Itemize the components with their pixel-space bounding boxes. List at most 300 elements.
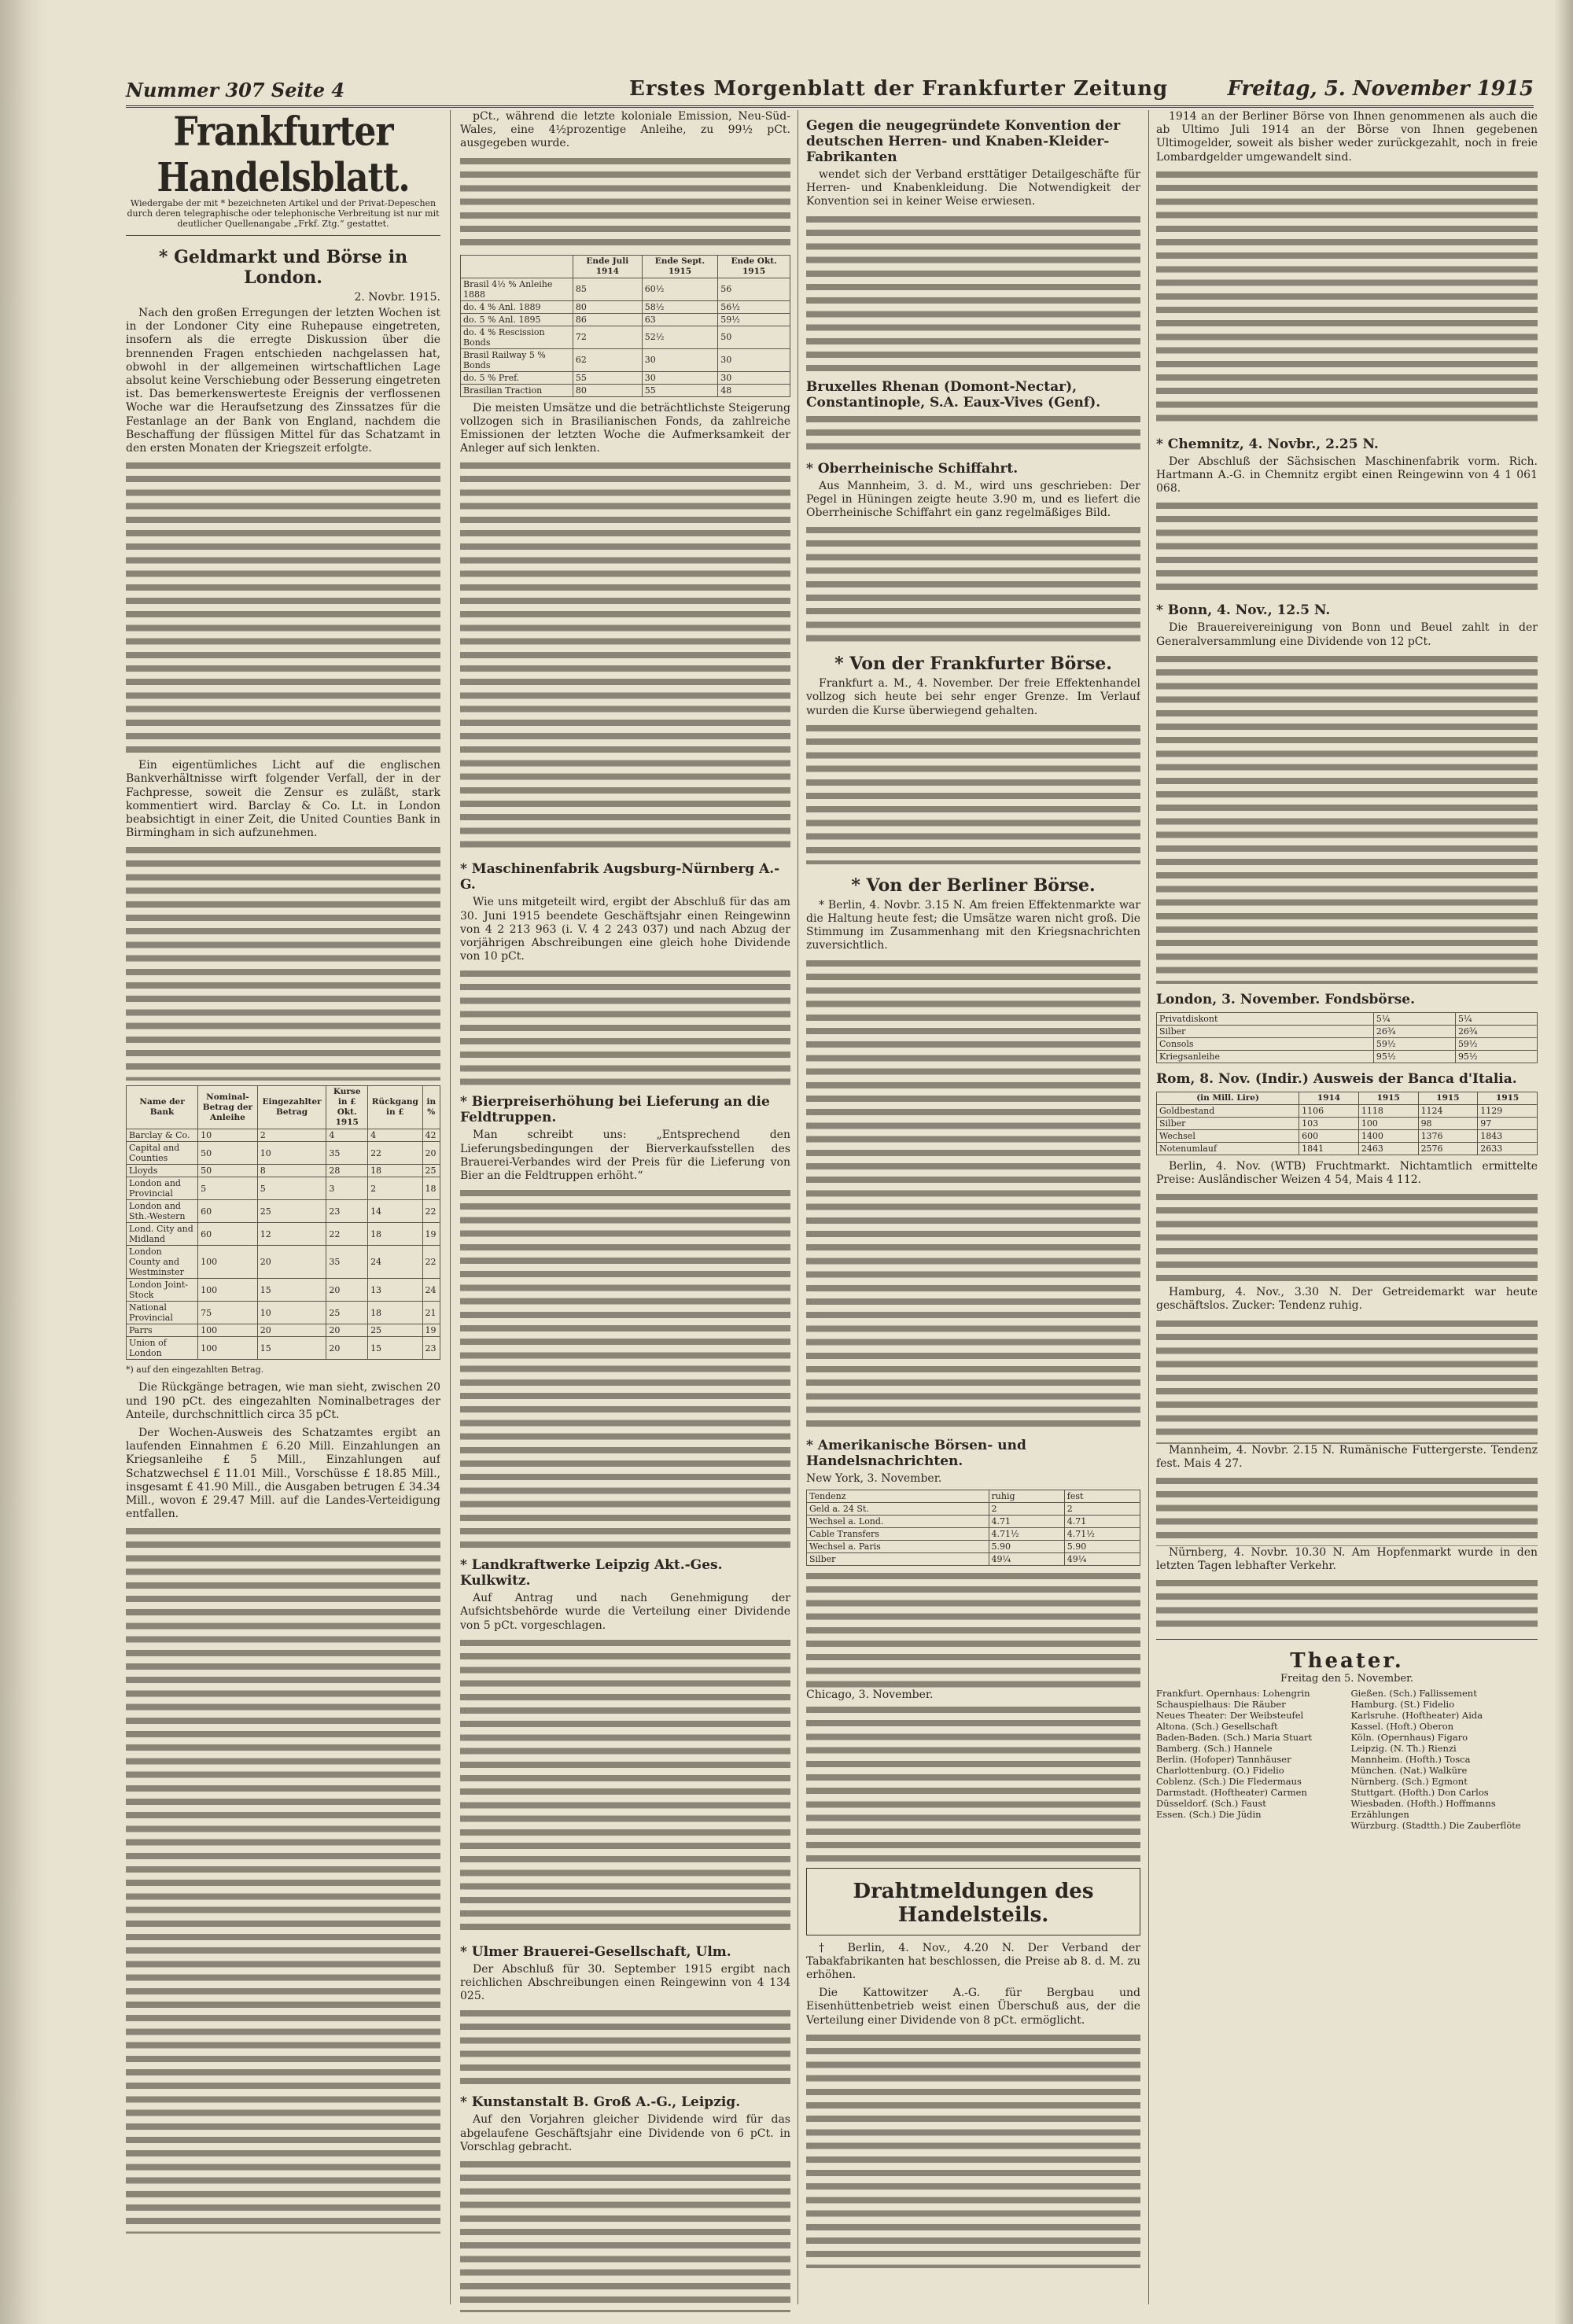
table-row	[807, 1515, 1140, 1527]
table-cell: 5.90	[989, 1540, 1064, 1552]
table-cell: 2633	[1478, 1142, 1538, 1155]
table-cell: 97	[1478, 1117, 1538, 1129]
table-cell: Notenumlauf	[1157, 1142, 1299, 1155]
table-row	[127, 1200, 440, 1223]
column-header: Name der Bank	[127, 1086, 198, 1129]
table-cell: 100	[198, 1324, 258, 1337]
section-heading: * Von der Frankfurter Börse.	[834, 654, 1112, 675]
table-cell: 4	[326, 1129, 368, 1142]
table-cell: 75	[198, 1302, 258, 1324]
american-table	[806, 1490, 1140, 1566]
table-row	[127, 1223, 440, 1246]
text-block	[806, 958, 1140, 1430]
table-cell: 98	[1418, 1117, 1478, 1129]
table-cell: 1106	[1299, 1104, 1359, 1117]
theater-entry: Gießen. (Sch.) Fallissement	[1350, 1688, 1477, 1700]
article-heading: * Landkraftwerke Leipzig Akt.-Ges. Kulkwitz.	[460, 1557, 723, 1589]
table-cell: do. 4 % Rescission Bonds	[461, 326, 573, 348]
theater-entry: München. (Nat.) Walküre	[1350, 1765, 1468, 1777]
table-cell: 30	[718, 348, 790, 371]
table-cell: 1841	[1299, 1142, 1359, 1155]
table-cell: Brasil Railway 5 % Bonds	[461, 348, 573, 371]
table-cell: 1843	[1478, 1129, 1538, 1142]
table-cell: 4.71½	[1064, 1527, 1140, 1540]
table-cell: 600	[1299, 1129, 1359, 1142]
table-cell: 4.71	[1064, 1515, 1140, 1527]
article-paragraph: Wie uns mitgeteilt wird, ergibt der Abschluß für das am 30. Juni 1915 beendete Geschäftsjahr einen Reingewinn von 4 2 213 963 (i. V. 4 2 243 037) und nach Abzug der vorjährigen Abschreibungen eine gleich hohe Dividende von 10 pCt.	[460, 896, 790, 963]
table-row	[127, 1337, 440, 1360]
article-paragraph: Nürnberg, 4. Novbr. 10.30 N. Am Hopfenmarkt wurde in den letzten Tagen lebhafter Verkehr.	[1156, 1546, 1538, 1573]
table-cell: 19	[422, 1223, 440, 1246]
table-cell: 20	[326, 1324, 368, 1337]
table-cell: 5¼	[1455, 1012, 1537, 1025]
column-3	[806, 110, 1140, 2312]
column-header: Nominal-Betrag der Anleihe	[198, 1086, 258, 1129]
article-paragraph: wendet sich der Verband ersttätiger Detailgeschäfte für Herren- und Knabenkleidung. Die Notwendigkeit der Konvention sei in keiner Weise erwiesen.	[806, 168, 1140, 208]
wire-section	[806, 1868, 1140, 1935]
page-header	[126, 77, 1534, 108]
article-paragraph: Ein eigentümliches Licht auf die englischen Bankverhältnisse wirft folgender Verfall, der in der Fachpresse, soweit die Zensur es zuläßt, stark kommentiert wird. Barclay & Co. Lt. in London beabsichtigt in einer Zeit, die United Counties Bank in Birmingham in sich aufzunehmen.	[126, 759, 440, 840]
column-header: Ende Juli 1914	[573, 255, 642, 278]
table-cell: 5	[257, 1177, 326, 1200]
article-paragraph: Nach den großen Erregungen der letzten Wochen ist in der Londoner City eine Ruhepause eingetreten, insofern als die erregte Diskussion über die brennenden Fragen entschieden nachgelassen hat, obwohl in der allgemeinen wirtschaftlichen Lage absolut keine Verschiebung oder Besserung eingetreten ist. Das bemerkenswerteste Ereignis der verflossenen Woche war die Heraufsetzung des Zinssatzes für die Festanlage an der Bank von England, nachdem die Beschaffung der flüssigen Mittel für das Schatzamt in den ersten Monaten der Kriegszeit erfolgte.	[126, 307, 440, 455]
table-row	[1157, 1104, 1538, 1117]
table-cell: 2	[989, 1502, 1064, 1515]
theater-entry: Mannheim. (Hofth.) Tosca	[1350, 1754, 1471, 1766]
column-header: 1915	[1358, 1092, 1418, 1104]
table-cell: London and Provincial	[127, 1177, 198, 1200]
table-cell: Geld a. 24 St.	[807, 1502, 989, 1515]
table-cell: 20	[326, 1279, 368, 1302]
table-row	[1157, 1037, 1538, 1050]
table-cell: 59½	[718, 313, 790, 326]
table-cell: 18	[368, 1165, 422, 1177]
article-paragraph: Die Brauereivereinigung von Bonn und Beuel zahlt in der Generalversammlung eine Dividende von 12 pCt.	[1156, 621, 1538, 648]
table-row	[461, 384, 790, 396]
table-cell: 1129	[1478, 1104, 1538, 1117]
table-cell: Kriegsanleihe	[1157, 1050, 1374, 1063]
table-cell: 55	[642, 384, 717, 396]
table-row	[461, 300, 790, 313]
column-rule	[450, 110, 451, 2304]
table-row	[461, 348, 790, 371]
table-cell: 60½	[642, 278, 717, 300]
table-cell: 4.71	[989, 1515, 1064, 1527]
table-cell: 100	[198, 1246, 258, 1279]
table-cell: 100	[198, 1279, 258, 1302]
table-cell: 48	[718, 384, 790, 396]
theater-entry: Charlottenburg. (O.) Fidelio	[1156, 1765, 1284, 1777]
table-cell: 18	[368, 1223, 422, 1246]
theater-column	[1156, 1688, 1343, 1831]
table-cell: Silber	[1157, 1025, 1374, 1037]
section-masthead: Frankfurter Handelsblatt.	[157, 110, 410, 201]
table-cell: 25	[257, 1200, 326, 1223]
text-block	[126, 845, 440, 1081]
table-cell: Silber	[807, 1552, 989, 1565]
table-row	[807, 1502, 1140, 1515]
text-block	[806, 525, 1140, 643]
table-cell: 35	[326, 1246, 368, 1279]
theater-entry: Coblenz. (Sch.) Die Fledermaus	[1156, 1776, 1302, 1788]
table-cell: 59½	[1373, 1037, 1455, 1050]
dateline: New York, 3. November.	[806, 1471, 942, 1485]
theater-entry: Kassel. (Hoft.) Oberon	[1350, 1721, 1454, 1733]
table-cell: 1118	[1358, 1104, 1418, 1117]
table-row	[461, 278, 790, 300]
table-cell: 25	[368, 1324, 422, 1337]
theater-entry: Schauspielhaus: Die Räuber	[1156, 1699, 1286, 1711]
table-cell: 30	[642, 348, 717, 371]
article-paragraph: Die Kattowitzer A.-G. für Bergbau und Eisenhüttenbetrieb weist einen Überschuß aus, der die Verteilung einer Dividende von 8 pCt. ermöglicht.	[806, 1987, 1140, 2027]
column-header: Rückgang in £	[368, 1086, 422, 1129]
article-paragraph: Aus Mannheim, 3. d. M., wird uns geschrieben: Der Pegel in Hüningen zeigte heute 3.90 m, und es liefert die Oberrheinische Schiffahrt ein ganz regelmäßiges Bild.	[806, 479, 1140, 520]
article-title: * Geldmarkt und Börse in London.	[158, 247, 408, 288]
table-cell: 20	[257, 1324, 326, 1337]
article-paragraph: pCt., während die letzte koloniale Emission, Neu-Süd-Wales, eine 4½prozentige Anleihe, zu 99½ pCt. ausgegeben wurde.	[460, 110, 790, 150]
table-cell: Lloyds	[127, 1165, 198, 1177]
table-cell: 49¼	[989, 1552, 1064, 1565]
table-cell: 15	[257, 1279, 326, 1302]
theater-entry: Bamberg. (Sch.) Hannele	[1156, 1743, 1273, 1755]
table-cell: Brasil 4½ % Anleihe 1888	[461, 278, 573, 300]
table-cell: fest	[1064, 1490, 1140, 1502]
table-row	[1157, 1050, 1538, 1063]
table-cell: 22	[422, 1200, 440, 1223]
text-block	[806, 1704, 1140, 1862]
theater-date: Freitag den 5. November.	[1280, 1673, 1414, 1685]
table-cell: 22	[422, 1246, 440, 1279]
table-cell: 60	[198, 1200, 258, 1223]
rome-table	[1156, 1092, 1538, 1155]
theater-entry: Berlin. (Hofoper) Tannhäuser	[1156, 1754, 1291, 1766]
copyright-note: Wiedergabe der mit * bezeichneten Artikel und der Privat-Depeschen durch deren telegraphische oder telephonische Verbreitung ist nur mit deutlicher Quellenangabe „Frkf. Ztg.“ gestattet.	[127, 198, 440, 229]
text-block	[126, 460, 440, 759]
text-block	[1156, 654, 1538, 984]
table-cell: Capital and Counties	[127, 1142, 198, 1165]
table-cell: 2	[1064, 1502, 1140, 1515]
table-cell: 21	[422, 1302, 440, 1324]
table-cell: 30	[718, 371, 790, 384]
section-heading: * Amerikanische Börsen- und Handelsnachrichten.	[806, 1437, 1026, 1469]
table-cell: Wechsel a. Paris	[807, 1540, 989, 1552]
table-cell: 10	[257, 1302, 326, 1324]
table-cell: 25	[326, 1302, 368, 1324]
table-cell: 85	[573, 278, 642, 300]
table-cell: London and Sth.-Western	[127, 1200, 198, 1223]
table-cell: 72	[573, 326, 642, 348]
table-cell: 24	[422, 1279, 440, 1302]
table-cell: National Provincial	[127, 1302, 198, 1324]
table-cell: 30	[642, 371, 717, 384]
column-header: in %	[422, 1086, 440, 1129]
text-block	[1156, 169, 1538, 429]
table-cell: 10	[198, 1129, 258, 1142]
article-heading: Gegen die neugegründete Konvention der deutschen Herren- und Knaben-Kleider-Fabrikanten	[806, 118, 1121, 165]
section-heading: * Von der Berliner Börse.	[851, 875, 1096, 896]
theater-entry: Hamburg. (St.) Fidelio	[1350, 1699, 1455, 1711]
table-row	[461, 326, 790, 348]
article-paragraph: Mannheim, 4. Novbr. 2.15 N. Rumänische Futtergerste. Tendenz fest. Mais 4 27.	[1156, 1443, 1538, 1470]
table-cell: 28	[326, 1165, 368, 1177]
theater-title: Theater.	[1290, 1649, 1404, 1674]
table-cell: 35	[326, 1142, 368, 1165]
table-row	[807, 1540, 1140, 1552]
article-heading: * Bierpreiserhöhung bei Lieferung an die Feldtruppen.	[460, 1094, 770, 1126]
table-cell: 1376	[1418, 1129, 1478, 1142]
table-cell: ruhig	[989, 1490, 1064, 1502]
theater-entry: Karlsruhe. (Hoftheater) Aida	[1350, 1710, 1483, 1722]
article-heading: * Chemnitz, 4. Novbr., 2.25 N.	[1156, 436, 1379, 452]
theater-entry: Düsseldorf. (Sch.) Faust	[1156, 1798, 1266, 1810]
table-cell: do. 5 % Anl. 1895	[461, 313, 573, 326]
theater-entry: Essen. (Sch.) Die Jüdin	[1156, 1809, 1262, 1821]
section-heading: London, 3. November. Fondsbörse.	[1156, 991, 1416, 1007]
article-paragraph: * Berlin, 4. Novbr. 3.15 N. Am freien Effektenmarkte war die Haltung heute fest; die Umsätze waren nicht groß. Die Stimmung im Zusammenhang mit den Kriegsnachrichten zuversichtlich.	[806, 898, 1140, 952]
column-header: (in Mill. Lire)	[1157, 1092, 1299, 1104]
table-cell: 95½	[1373, 1050, 1455, 1063]
table-cell: 26¾	[1455, 1025, 1537, 1037]
article-paragraph: Hamburg, 4. Nov., 3.30 N. Der Getreidemarkt war heute geschäftslos. Zucker: Tendenz ruhig.	[1156, 1286, 1538, 1313]
table-row	[1157, 1025, 1538, 1037]
table-row	[127, 1279, 440, 1302]
article-heading: * Bonn, 4. Nov., 12.5 N.	[1156, 602, 1331, 619]
table-cell: 50	[198, 1165, 258, 1177]
column-header: Ende Okt. 1915	[718, 255, 790, 278]
text-block	[460, 460, 790, 853]
text-block	[126, 1526, 440, 2234]
table-cell: 23	[326, 1200, 368, 1223]
text-block	[460, 2008, 790, 2086]
article-paragraph: Der Abschluß der Sächsischen Maschinenfabrik vorm. Rich. Hartmann A.-G. in Chemnitz ergibt einen Reingewinn von 4 1 061 068.	[1156, 455, 1538, 495]
table-cell: Cable Transfers	[807, 1527, 989, 1540]
text-block	[460, 2159, 790, 2312]
article-paragraph: Man schreibt uns: „Entsprechend den Lieferungsbedingungen der Bierverkaufsstellen des Brauerei-Verbandes wird der Preis für die Lieferung von Bier an die Feldtruppen erhöht.“	[460, 1129, 790, 1183]
table-cell: 58½	[642, 300, 717, 313]
table-cell: 80	[573, 384, 642, 396]
column-2	[460, 110, 790, 2312]
table-row	[1157, 1012, 1538, 1025]
table-row	[1157, 1142, 1538, 1155]
table-cell: Barclay & Co.	[127, 1129, 198, 1142]
table-cell: 52½	[642, 326, 717, 348]
theater-entry: Würzburg. (Stadtth.) Die Zauberflöte	[1350, 1820, 1521, 1832]
table-cell: 8	[257, 1165, 326, 1177]
table-row	[807, 1552, 1140, 1565]
text-block	[1156, 500, 1538, 595]
table-cell: 49¼	[1064, 1552, 1140, 1565]
article-heading: * Maschinenfabrik Augsburg-Nürnberg A.-G.	[460, 861, 780, 893]
table-cell: 2	[368, 1177, 422, 1200]
text-block	[460, 1188, 790, 1549]
table-cell: 100	[1358, 1117, 1418, 1129]
section-heading: Rom, 8. Nov. (Indir.) Ausweis der Banca d'Italia.	[1156, 1070, 1517, 1087]
scan-edge-left	[0, 0, 47, 2324]
theater-entry: Baden-Baden. (Sch.) Maria Stuart	[1156, 1732, 1313, 1744]
table-row	[461, 371, 790, 384]
table-cell: 5¼	[1373, 1012, 1455, 1025]
column-header: Eingezahlter Betrag	[257, 1086, 326, 1129]
table-cell: 2463	[1358, 1142, 1418, 1155]
text-block	[460, 1637, 790, 1936]
table-cell: 13	[368, 1279, 422, 1302]
text-block	[460, 156, 790, 250]
divider	[126, 235, 440, 236]
article-heading: * Kunstanstalt B. Groß A.-G., Leipzig.	[460, 2094, 741, 2111]
text-block	[460, 968, 790, 1086]
table-cell: 42	[422, 1129, 440, 1142]
table-cell: 4	[368, 1129, 422, 1142]
table-cell: Tendenz	[807, 1490, 989, 1502]
text-block	[806, 214, 1140, 371]
column-1	[126, 110, 440, 2312]
text-block	[1156, 1578, 1538, 1633]
table-cell: 59½	[1455, 1037, 1537, 1050]
table-cell: 1124	[1418, 1104, 1478, 1117]
table-row	[127, 1142, 440, 1165]
table-cell: do. 5 % Pref.	[461, 371, 573, 384]
table-row	[127, 1302, 440, 1324]
theater-entry: Leipzig. (N. Th.) Rienzi	[1350, 1743, 1457, 1755]
table-cell: 26¾	[1373, 1025, 1455, 1037]
table-cell: 19	[422, 1324, 440, 1337]
table-cell: 10	[257, 1142, 326, 1165]
text-block	[806, 414, 1140, 453]
table-cell: Union of London	[127, 1337, 198, 1360]
price-table	[460, 255, 790, 397]
table-row	[1157, 1129, 1538, 1142]
table-cell: Privatdiskont	[1157, 1012, 1374, 1025]
dateline: Chicago, 3. November.	[806, 1688, 934, 1701]
table-cell: 12	[257, 1223, 326, 1246]
table-cell: 24	[368, 1246, 422, 1279]
table-cell: 2	[257, 1129, 326, 1142]
article-paragraph: Die Rückgänge betragen, wie man sieht, zwischen 20 und 190 pCt. des eingezahlten Nominalbetrages der Anteile, durchschnittlich circa 35 pCt.	[126, 1381, 440, 1421]
text-block	[806, 1571, 1140, 1689]
article-heading: * Ulmer Brauerei-Gesellschaft, Ulm.	[460, 1943, 731, 1960]
theater-entry: Köln. (Opernhaus) Figaro	[1350, 1732, 1468, 1744]
scan-edge-right	[1554, 0, 1573, 2324]
table-cell: Lond. City and Midland	[127, 1223, 198, 1246]
table-cell: 103	[1299, 1117, 1359, 1129]
article-paragraph: Die meisten Umsätze und die beträchtlichste Steigerung vollzogen sich in Brasilianischen Fonds, da zahlreiche Emissionen der letzten Woche die Aufmerksamkeit der Anleger auf sich lenkten.	[460, 401, 790, 455]
table-cell: Wechsel a. Lond.	[807, 1515, 989, 1527]
column-header: Ende Sept. 1915	[642, 255, 717, 278]
article-paragraph: Berlin, 4. Nov. (WTB) Fruchtmarkt. Nichtamtlich ermittelte Preise: Ausländischer Weizen 4 54, Mais 4 112.	[1156, 1159, 1538, 1187]
table-cell: 22	[326, 1223, 368, 1246]
theater-entry: Wiesbaden. (Hofth.) Hoffmanns Erzählungen	[1350, 1798, 1496, 1821]
table-cell: 3	[326, 1177, 368, 1200]
text-block	[806, 2032, 1140, 2268]
article-paragraph: Auf den Vorjahren gleicher Dividende wird für das abgelaufene Geschäftsjahr eine Dividende von 6 pCt. in Vorschlag gebracht.	[460, 2113, 790, 2153]
table-cell: 15	[257, 1337, 326, 1360]
table-cell: 15	[368, 1337, 422, 1360]
article-heading: Bruxelles Rhenan (Domont-Nectar), Constantinople, S.A. Eaux-Vives (Genf).	[806, 378, 1101, 411]
table-cell: 5	[198, 1177, 258, 1200]
text-block	[806, 723, 1140, 864]
table-row	[127, 1165, 440, 1177]
table-cell: 50	[198, 1142, 258, 1165]
table-cell: 100	[198, 1337, 258, 1360]
table-cell: 18	[422, 1177, 440, 1200]
table-row	[461, 313, 790, 326]
table-cell: 2576	[1418, 1142, 1478, 1155]
theater-column	[1351, 1688, 1538, 1831]
theater-entry: Frankfurt. Opernhaus: Lohengrin	[1156, 1688, 1310, 1700]
table-cell: 80	[573, 300, 642, 313]
table-cell: 50	[718, 326, 790, 348]
article-paragraph: † Berlin, 4. Nov., 4.20 N. Der Verband der Tabakfabrikanten hat beschlossen, die Preise ab 8. d. M. zu erhöhen.	[806, 1941, 1140, 1982]
article-paragraph: Auf Antrag und nach Genehmigung der Aufsichtsbehörde wurde die Verteilung einer Dividende von 5 pCt. vorgeschlagen.	[460, 1592, 790, 1632]
theater-entry: Darmstadt. (Hoftheater) Carmen	[1156, 1787, 1307, 1799]
table-row	[807, 1490, 1140, 1502]
column-header	[461, 255, 573, 278]
table-cell: 60	[198, 1223, 258, 1246]
divider	[1156, 1639, 1538, 1640]
article-paragraph: Der Wochen-Ausweis des Schatzamtes ergibt an laufenden Einnahmen £ 6.20 Mill. Einzahlungen an Kriegsanleihe £ 5 Mill., Einzahlungen auf Schatzwechsel £ 11.01 Mill., Vorschüsse £ 18.85 Mill., insgesamt £ 41.90 Mill., die Ausgaben betrugen £ 34.34 Mill., wovon £ 29.47 Mill. auf die Landes-Verteidigung entfallen.	[126, 1427, 440, 1521]
theater-listing	[1156, 1688, 1538, 1831]
table-cell: London Joint-Stock	[127, 1279, 198, 1302]
bank-table	[126, 1085, 440, 1360]
article-paragraph: Frankfurt a. M., 4. November. Der freie Effektenhandel vollzog sich heute bei sehr enger Grenze. Im Verlauf wurden die Kurse überwiegend gehalten.	[806, 677, 1140, 717]
table-cell: 23	[422, 1337, 440, 1360]
theater-entry: Nürnberg. (Sch.) Egmont	[1350, 1776, 1468, 1788]
table-cell: 1400	[1358, 1129, 1418, 1142]
table-cell: 20	[422, 1142, 440, 1165]
table-footnote: *) auf den eingezahlten Betrag.	[126, 1365, 264, 1376]
table-cell: 5.90	[1064, 1540, 1140, 1552]
table-cell: 14	[368, 1200, 422, 1223]
table-cell: 86	[573, 313, 642, 326]
table-cell: Wechsel	[1157, 1129, 1299, 1142]
table-row	[1157, 1117, 1538, 1129]
table-cell: Silber	[1157, 1117, 1299, 1129]
text-block	[1156, 1318, 1538, 1444]
table-cell: London County and Westminster	[127, 1246, 198, 1279]
table-row	[127, 1246, 440, 1279]
article-heading: * Oberrheinische Schiffahrt.	[806, 460, 1019, 477]
table-cell: Consols	[1157, 1037, 1374, 1050]
column-header: 1915	[1418, 1092, 1478, 1104]
table-row	[127, 1129, 440, 1142]
table-row	[127, 1177, 440, 1200]
newspaper-title: Erstes Morgenblatt der Frankfurter Zeitung	[629, 77, 1169, 101]
table-cell: 4.71½	[989, 1527, 1064, 1540]
article-paragraph: Der Abschluß für 30. September 1915 ergibt nach reichlichen Abschreibungen einen Reingewinn von 4 134 025.	[460, 1962, 790, 2003]
table-cell: 22	[368, 1142, 422, 1165]
table-cell: Parrs	[127, 1324, 198, 1337]
table-cell: 63	[642, 313, 717, 326]
theater-entry: Neues Theater: Der Weibsteufel	[1156, 1710, 1304, 1722]
article-paragraph: 1914 an der Berliner Börse von Ihnen genommenen als auch die ab Ultimo Juli 1914 an der Börse von Ihnen gegebenen Ultimogelder, soweit als bisher weder zurückgezahlt, noch in freie Lombardgelder umgewandelt sind.	[1156, 110, 1538, 164]
column-header: 1914	[1299, 1092, 1359, 1104]
table-cell: do. 4 % Anl. 1889	[461, 300, 573, 313]
table-cell: Goldbestand	[1157, 1104, 1299, 1117]
table-cell: 95½	[1455, 1050, 1537, 1063]
table-cell: Brasilian Traction	[461, 384, 573, 396]
column-4	[1156, 110, 1538, 2312]
table-cell: 56½	[718, 300, 790, 313]
london-table	[1156, 1012, 1538, 1063]
issue-date: Freitag, 5. November 1915	[1227, 77, 1534, 101]
table-cell: 56	[718, 278, 790, 300]
issue-number: Nummer 307 Seite 4	[126, 79, 345, 101]
table-row	[807, 1527, 1140, 1540]
section-heading: Drahtmeldungen des Handelsteils.	[853, 1879, 1094, 1927]
column-header: Kurse in £ Okt. 1915	[326, 1086, 368, 1129]
article-date: 2. Novbr. 1915.	[354, 291, 440, 304]
column-rule	[1148, 110, 1149, 2304]
